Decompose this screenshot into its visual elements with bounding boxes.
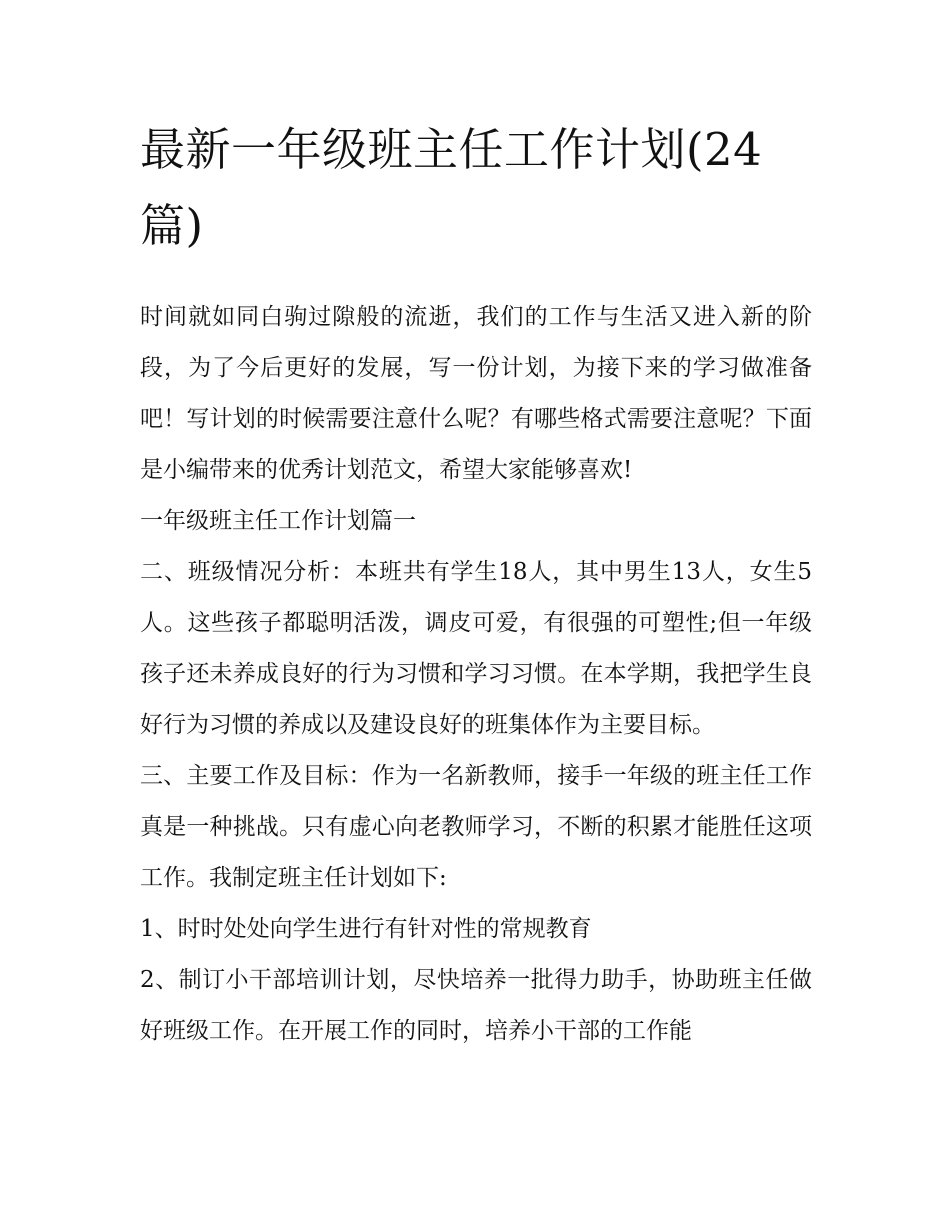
list-item: 2、制订小干部培训计划，尽快培养一批得力助手，协助班主任做好班级工作。在开展工作的同时，培养小干部的工作能 — [140, 967, 812, 1044]
document-page — [140, 112, 812, 1057]
document-title: 最新一年级班主任工作计划(24篇) — [140, 123, 763, 252]
paragraph-main-work: 三、主要工作及目标：作为一名新教师，接手一年级的班主任工作真是一种挑战。只有虚心向老教师学习，不断的积累才能胜任这项工作。我制定班主任计划如下: — [140, 763, 812, 891]
paragraph-intro: 时间就如同白驹过隙般的流逝，我们的工作与生活又进入新的阶段，为了今后更好的发展，写一份计划，为接下来的学习做准备吧！写计划的时候需要注意什么呢？有哪些格式需要注意呢？下面是小编带来的优秀计划范文，希望大家能够喜欢! — [140, 304, 812, 483]
paragraph-class-analysis: 二、班级情况分析：本班共有学生18人，其中男生13人，女生5人。这些孩子都聪明活泼，调皮可爱，有很强的可塑性;但一年级孩子还未养成良好的行为习惯和学习习惯。在本学期，我把学生良好行为习惯的养成以及建设良好的班集体作为主要目标。 — [140, 559, 812, 738]
section-heading: 一年级班主任工作计划篇一 — [140, 508, 416, 534]
document-body — [140, 292, 812, 1057]
list-item: 1、时时处处向学生进行有针对性的常规教育 — [140, 916, 592, 942]
